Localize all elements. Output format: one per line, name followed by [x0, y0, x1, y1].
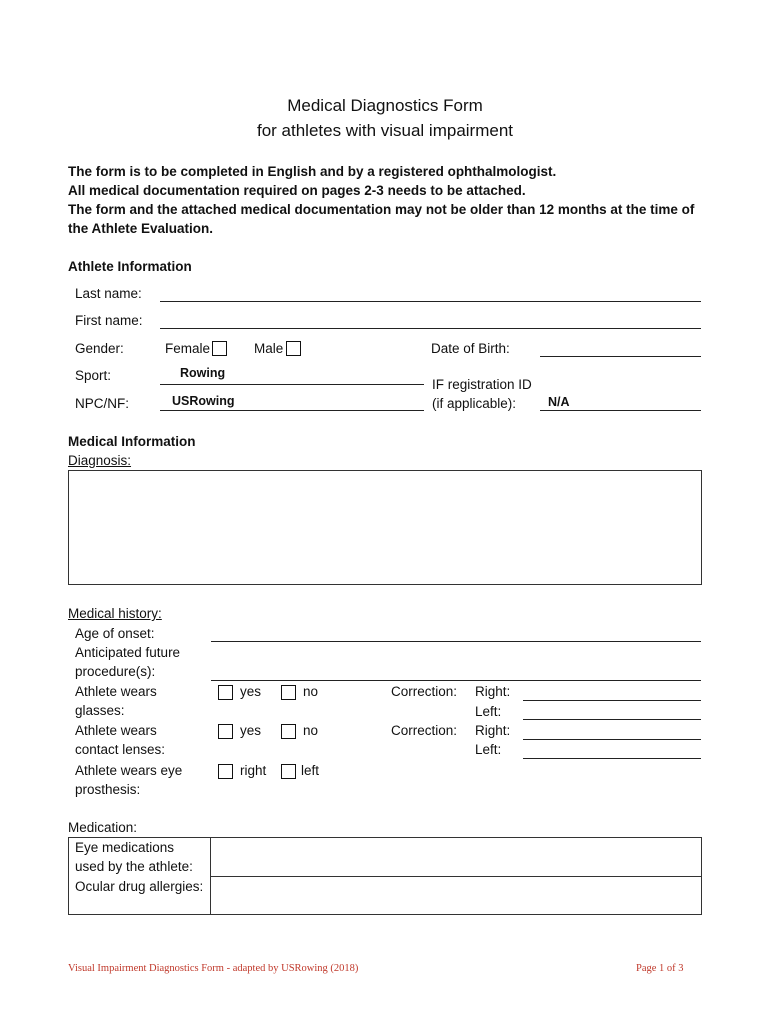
procedures-field[interactable] — [211, 680, 701, 681]
page-number: Page 1 of 3 — [636, 963, 684, 974]
sport-label: Sport: — [75, 368, 112, 383]
contacts-right-label: Right: — [475, 723, 511, 738]
if-id-label-1: IF registration ID — [432, 377, 532, 392]
contacts-label-1: Athlete wears — [75, 723, 157, 738]
glasses-label-2: glasses: — [75, 703, 125, 718]
prosthesis-left-label: left — [301, 763, 320, 778]
allergies-field[interactable] — [212, 878, 699, 912]
contacts-yes-checkbox[interactable] — [218, 724, 233, 739]
age-onset-field[interactable] — [211, 641, 701, 642]
eye-meds-label-1: Eye medications — [75, 840, 175, 855]
procedures-label-2: procedure(s): — [75, 664, 156, 679]
glasses-no-label: no — [303, 684, 319, 699]
female-label: Female — [165, 341, 211, 356]
glasses-right-field[interactable] — [523, 700, 701, 701]
npc-label: NPC/NF: — [75, 396, 129, 411]
glasses-yes-checkbox[interactable] — [218, 685, 233, 700]
gender-label: Gender: — [75, 341, 124, 356]
npc-value[interactable]: USRowing — [172, 394, 235, 408]
prosthesis-right-label: right — [240, 763, 267, 778]
procedures-label-1: Anticipated future — [75, 645, 181, 660]
glasses-right-label: Right: — [475, 684, 511, 699]
medical-history-label: Medical history: — [68, 606, 162, 621]
medical-info-heading: Medical Information — [68, 434, 196, 449]
dob-label: Date of Birth: — [431, 341, 510, 356]
prosthesis-label-1: Athlete wears eye — [75, 763, 183, 778]
contacts-correction-label: Correction: — [391, 723, 458, 738]
male-checkbox[interactable] — [286, 341, 301, 356]
athlete-info-heading: Athlete Information — [68, 259, 192, 274]
dob-field[interactable] — [540, 356, 701, 357]
first-name-label: First name: — [75, 313, 143, 328]
contacts-right-field[interactable] — [523, 739, 701, 740]
contacts-left-field[interactable] — [523, 758, 701, 759]
instruction-line-4: the Athlete Evaluation. — [68, 221, 214, 236]
last-name-label: Last name: — [75, 286, 142, 301]
last-name-field[interactable] — [160, 301, 701, 302]
glasses-label-1: Athlete wears — [75, 684, 157, 699]
glasses-no-checkbox[interactable] — [281, 685, 296, 700]
age-onset-label: Age of onset: — [75, 626, 155, 641]
if-id-field[interactable] — [540, 410, 701, 411]
npc-field[interactable] — [160, 410, 424, 411]
if-id-value[interactable]: N/A — [548, 395, 570, 409]
sport-field[interactable] — [160, 384, 424, 385]
medication-row-divider — [210, 876, 701, 877]
eye-meds-field[interactable] — [212, 839, 699, 875]
allergies-label: Ocular drug allergies: — [75, 879, 204, 894]
contacts-no-label: no — [303, 723, 319, 738]
instruction-line-1: The form is to be completed in English and by a registered ophthalmologist. — [68, 164, 557, 179]
contacts-no-checkbox[interactable] — [281, 724, 296, 739]
contacts-yes-label: yes — [240, 723, 262, 738]
contacts-label-2: contact lenses: — [75, 742, 166, 757]
glasses-left-label: Left: — [475, 704, 502, 719]
form-title-line2: for athletes with visual impairment — [256, 121, 514, 140]
diagnosis-textarea[interactable] — [68, 470, 702, 585]
male-label: Male — [254, 341, 284, 356]
instruction-line-2: All medical documentation required on pages 2-3 needs to be attached. — [68, 183, 526, 198]
contacts-left-label: Left: — [475, 742, 502, 757]
first-name-field[interactable] — [160, 328, 701, 329]
glasses-yes-label: yes — [240, 684, 262, 699]
diagnosis-label: Diagnosis: — [68, 453, 132, 468]
instruction-line-3: The form and the attached medical documentation may not be older than 12 months at the time of — [68, 202, 695, 217]
medication-heading: Medication: — [68, 820, 138, 835]
female-checkbox[interactable] — [212, 341, 227, 356]
if-id-label-2: (if applicable): — [432, 396, 517, 411]
form-title-line1: Medical Diagnostics Form — [287, 96, 483, 115]
glasses-left-field[interactable] — [523, 719, 701, 720]
prosthesis-label-2: prosthesis: — [75, 782, 141, 797]
sport-value[interactable]: Rowing — [180, 366, 226, 380]
prosthesis-right-checkbox[interactable] — [218, 764, 233, 779]
glasses-correction-label: Correction: — [391, 684, 458, 699]
footer-text: Visual Impairment Diagnostics Form - adapted by USRowing (2018) — [68, 963, 359, 974]
eye-meds-label-2: used by the athlete: — [75, 859, 193, 874]
prosthesis-left-checkbox[interactable] — [281, 764, 296, 779]
